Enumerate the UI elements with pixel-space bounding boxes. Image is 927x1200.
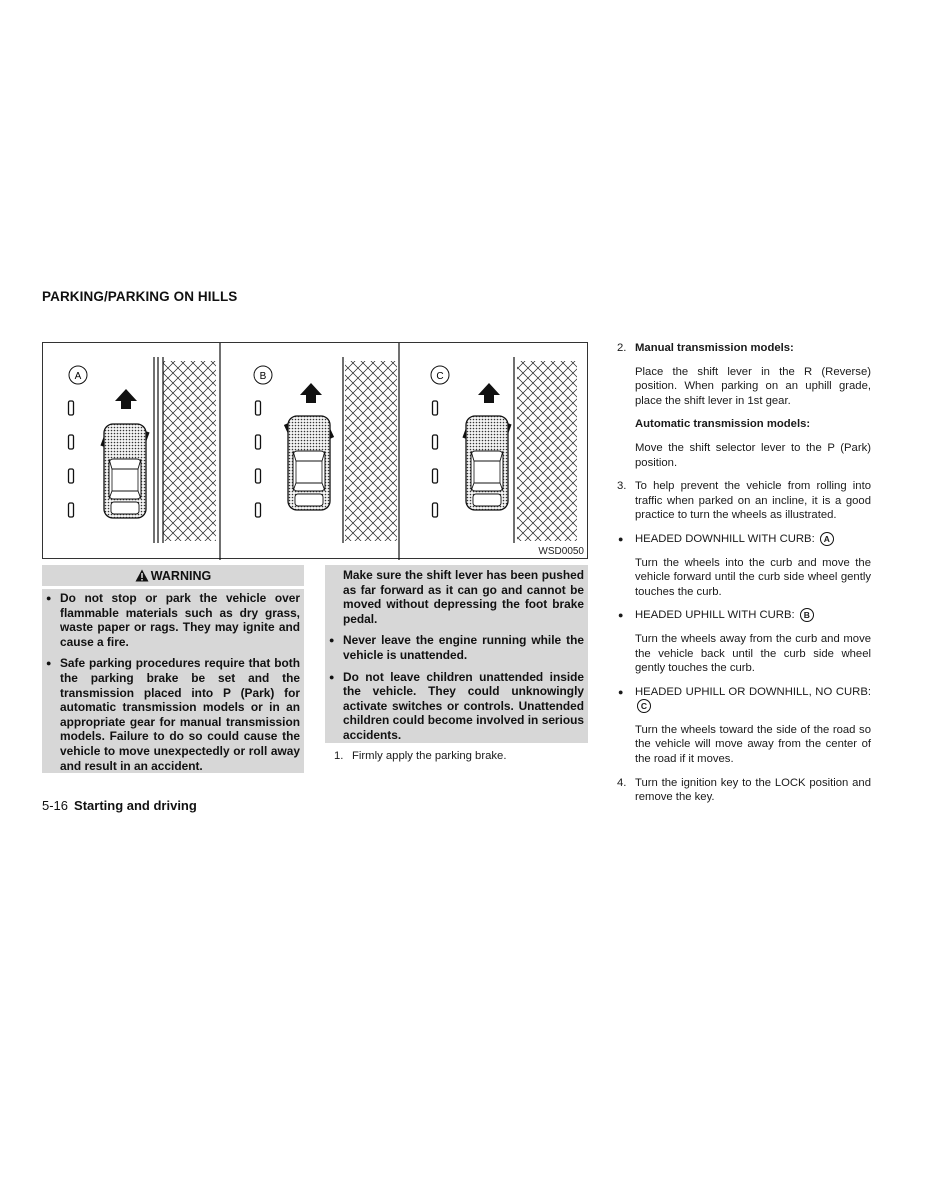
bullet-text: Turn the wheels toward the side of the road so the vehicle will move away from the center of the road if it moves. (635, 723, 871, 766)
step-number: 2. (617, 342, 627, 354)
warning-header (42, 565, 304, 586)
step-heading: Automatic transmission models: (635, 418, 811, 431)
page-number: 5-16 (42, 798, 69, 813)
panel-c-label: C (436, 371, 444, 382)
panel-b (254, 357, 397, 543)
chapter-title: Starting and driving (74, 798, 197, 813)
warning-title: WARNING (150, 568, 212, 583)
bullet-label: HEADED UPHILL WITH CURB: (635, 609, 795, 622)
step-text: Firmly apply the parking brake. (352, 750, 507, 762)
step-text: Place the shift lever in the R (Reverse) position. When parking on an uphill grade, place the shift lever in 1st gear. (635, 365, 871, 407)
warning-column-2 (325, 565, 588, 743)
section-title: PARKING/PARKING ON HILLS (42, 289, 238, 304)
warning-triangle-icon (135, 569, 149, 582)
badge-b: B (800, 608, 814, 622)
panel-c (431, 357, 577, 543)
warning-column-1 (42, 589, 304, 773)
bullet-a: ● HEADED DOWNHILL WITH CURB: A (617, 532, 871, 547)
bullet-text: Turn the wheels into the curb and move the vehicle forward until the curb side wheel gently touches the curb. (635, 556, 871, 598)
badge-c: C (637, 699, 651, 713)
panel-a-label: A (74, 371, 82, 382)
parking-illustration (42, 342, 588, 559)
warning-item: ● Do not stop or park the vehicle over flammable materials such as dry grass, waste paper or rags. They may ignite and cause a fire. (46, 591, 300, 649)
right-column (617, 341, 871, 814)
step-text: To help prevent the vehicle from rolling into traffic when parked on an incline, it is a good practice to turn the wheels as illustrated. (635, 480, 871, 522)
step-heading: Manual transmission models: (635, 342, 794, 354)
bullet-b: ● HEADED UPHILL WITH CURB: B (617, 608, 871, 623)
step-number: 4. (617, 776, 627, 789)
badge-a: A (820, 532, 834, 546)
bullet-c: ● HEADED UPHILL OR DOWNHILL, NO CURB: C (617, 685, 871, 714)
warning-item: ● Safe parking procedures require that both the parking brake be set and the transmission placed into P (Park) for automatic transmission models or in an appropriate gear for manual transmission models. Failure to do so could cause the vehicle to move unexpectedly or roll away and result in an accident. (46, 656, 300, 773)
warning-item: ● Never leave the engine running while the vehicle is unattended. (329, 633, 584, 662)
bullet-text: Turn the wheels away from the curb and move the vehicle back until the curb side wheel gently touches the curb. (635, 632, 871, 675)
step-1 (334, 749, 588, 773)
panel-a (69, 357, 217, 543)
step-number: 1. (334, 750, 344, 762)
warning-item: ● Do not leave children unattended inside the vehicle. They could unknowingly activate switches or controls. Unattended children could become involved in serious accidents. (329, 670, 584, 743)
step-text: Move the shift selector lever to the P (Park) position. (635, 441, 871, 469)
figure-code: WSD0050 (538, 546, 584, 557)
bullet-label: HEADED DOWNHILL WITH CURB: (635, 532, 815, 545)
step-number: 3. (617, 480, 627, 493)
warning-continuation: Make sure the shift lever has been pushed as far forward as it can go and cannot be moved without depressing the foot brake pedal. (343, 568, 584, 626)
page-footer (42, 798, 197, 813)
panel-b-label: B (259, 371, 267, 382)
step-text: Turn the ignition key to the LOCK position and remove the key. (635, 776, 871, 804)
bullet-label: HEADED UPHILL OR DOWNHILL, NO CURB: (635, 685, 871, 698)
